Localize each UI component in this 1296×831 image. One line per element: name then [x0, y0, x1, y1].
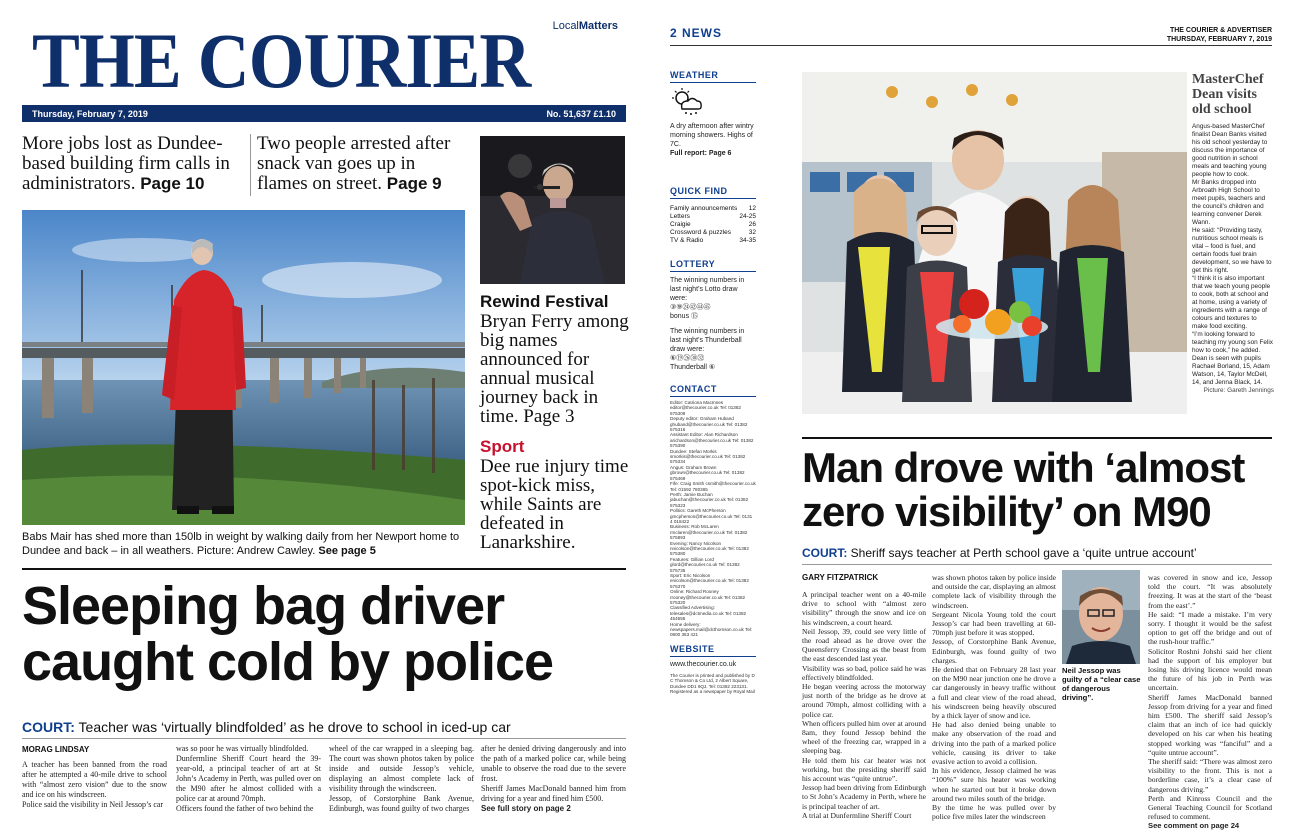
- teaser-snack-van[interactable]: Two people arrested after snack van goes up in flames on street. Page 9: [257, 133, 451, 194]
- masthead-tagline: LocalMatters: [552, 20, 618, 32]
- story-strap-rule: [802, 564, 1272, 565]
- strap-rule: [22, 738, 626, 739]
- weather-report-link[interactable]: Full report: Page 6: [670, 150, 732, 157]
- quick-find-row[interactable]: Crossword & puzzles 32: [670, 229, 756, 236]
- quick-find-row[interactable]: Craigie 26: [670, 221, 756, 228]
- website-link[interactable]: www.thecourier.co.uk: [670, 660, 737, 668]
- lead-rule: [22, 568, 626, 570]
- sport-body: Dee rue injury time spot-kick miss, while Saints are defeated in Lanarkshire.: [480, 456, 629, 553]
- neil-jessop-image: [1062, 570, 1140, 664]
- masterchef-head: MasterChef Dean visits old school: [1192, 72, 1264, 117]
- contact-list: Editor: Catriona MacInnes editor@thecourier.co.uk Tel: 01382 575309 Deputy editor: Graham Huband ghuband@thecourier.co.uk Tel: 01382 575316 Assistant Editor: Alan Richardson arichardson@thecourier.co.uk Tel: 01382 575390 Dundee: Stefan Morkis smorkis@thecourier.co.uk Tel: 01382 575334 Angus: Graham Brown gbrown@thecourier.co.uk Tel: 01382 575469 Fife: Craig Smith csmith@thecourier.co.uk Tel: 01592 780365 Perth: Jamie Buchan jabuchan@thecourier.co.uk Tel: 01382 575323 Politics: Gareth McPherson gmcpherson@thecourier.co.uk Tel: 0131 4 018422 Business: Rob McLaren rmclaren@thecourier.co.uk Tel: 01382 575893 Evening: Nancy Nicolson nnicolson@thecourier.co.uk Tel: 01382 575380 Features: Gillian Lord glord@thecourier.co.uk Tel: 01382 575735 Sport: Eric Nicolson enicolson@thecourier.co.uk Tel: 01382 575370 Online: Richard Rooney rrooney@thecourier.co.uk Tel: 01382 575320 Classified Advertising: telesales@dctmedia.co.uk Tel: 01382 454555 Home delivery: newspapers.mail@dcthomson.co.uk Tel: 0800 353 421: [670, 400, 756, 638]
- weather-sun-cloud-icon: [670, 87, 704, 117]
- lead-strap: COURT: Teacher was ‘virtually blindfolded’ as he drove to school in iced-up car: [22, 719, 511, 735]
- jessop-photo-caption: Neil Jessop was guilty of a “clear case of dangerous driving”.: [1062, 666, 1141, 702]
- masthead: [32, 17, 622, 104]
- lotto-bonus: bonus ⑮: [670, 313, 699, 320]
- thunderball-intro: The winning numbers in last night’s Thunderball draw were:: [670, 328, 745, 353]
- lead-column-2: was so poor he was virtually blindfolded. Dunfermline Sheriff Court heard the 39-year-old, a principal teacher of art at St John’s Academy in Perth, was pulled over on the M90 after he almost collided with a police car at around 70mph. Officers found the father of two behind the: [176, 744, 321, 813]
- thunderball-numbers: ⑥⑲㉖㉚㉜: [670, 355, 705, 362]
- front-page: [0, 0, 640, 824]
- masterchef-story[interactable]: [1192, 72, 1274, 395]
- quick-find-row[interactable]: Family announcements 12: [670, 205, 756, 212]
- story-column-3: was covered in snow and ice, Jessop told the court. “It was absolutely freezing. It was at the start of the ‘beast from the east’.” He said: “I made a mistake. I’m very sorry. I thought it would be the safest option to get off the bridge and out of the rush-hour traffic.” Solicitor Roshni Johshi said her client had the support of his employer but losing his driving licence would mean the future of his job in Perth was uncertain. Sheriff James MacDonald banned Jessop from driving for a year and fined him £500. The sheriff said Jessop’s claim that an inch of ice had quickly developed on his car when his heating stopped working was “fanciful” and a “quite untrue account”. The sheriff said: “There was almost zero visibility to the front. This is not a borderline case, it’s a clear case of dangerous driving.” Perth and Kinross Council and the General Teaching Council for Scotland refused to comment. See comment on page 24: [1148, 573, 1272, 831]
- lead-column-1: A teacher has been banned from the road after he attempted a 40-mile drive to school with “almost zero vision” due to the snow and ice on his windscreen. Police said the visibility in Neil Jessop’s car: [22, 760, 167, 809]
- website-head: WEBSITE: [670, 643, 715, 654]
- babs-mair-photo: [22, 210, 465, 525]
- lead-column-4: after he denied driving dangerously and into the path of a marked police car, while being unable to observe the road due to the severe frost. Sheriff James MacDonald banned him from driving for a year and fined him £500. See full story on page 2: [481, 744, 626, 813]
- lead-see-full-story-link[interactable]: See full story on page 2: [481, 804, 571, 813]
- quick-find-row[interactable]: Letters 24-25: [670, 213, 756, 220]
- lottery-head: LOTTERY: [670, 259, 716, 269]
- story-rule: [802, 437, 1272, 439]
- issue-number-price: No. 51,637 £1.10: [546, 108, 616, 119]
- rewind-head: Rewind Festival: [480, 292, 609, 311]
- quick-find-row[interactable]: TV & Radio 34-35: [670, 237, 756, 244]
- teaser-divider: [250, 134, 251, 196]
- dateline-bar: [22, 105, 626, 122]
- lead-byline: MORAG LINDSAY: [22, 745, 90, 754]
- front-date: Thursday, February 7, 2019: [32, 108, 148, 119]
- bryan-ferry-photo: [480, 136, 625, 284]
- story-byline: GARY FITZPATRICK: [802, 573, 879, 582]
- lead-column-3: wheel of the car wrapped in a sleeping bag. The court was shown photos taken by police inside and outside Jessop’s vehicle, displaying an almost complete lack of visibility through the windscreen. Jessop, of Corstorphine Bank Avenue, Edinburgh, was found guilty of two charges: [329, 744, 474, 813]
- masterchef-photo-credit: Picture: Gareth Jennings: [1203, 387, 1274, 394]
- masterchef-photo: [802, 72, 1187, 414]
- weather-head: WEATHER: [670, 70, 719, 80]
- masthead-title: THE COURIER: [32, 17, 531, 104]
- lotto-numbers: ③⑨㉔㊷㊹㊺: [670, 304, 711, 311]
- main-photo-caption: Babs Mair has shed more than 150lb in weight by walking daily from her Newport home to Dundee and back – in all weathers. Picture: Andrew Cawley. See page 5: [22, 531, 460, 557]
- story-see-comment-link[interactable]: See comment on page 24: [1148, 821, 1240, 831]
- teaser-building-firm[interactable]: More jobs lost as Dundee-based building firm calls in administrators. Page 10: [22, 133, 230, 194]
- rewind-festival-teaser[interactable]: [480, 292, 630, 426]
- rewind-body: Bryan Ferry among big names announced for annual musical journey back in time. Page 3: [480, 311, 629, 427]
- story-column-2: was shown photos taken by police inside and outside the car, displaying an almost complete lack of visibility through the windscreen. Sergeant Nicola Young told the court Jessop’s car had been travelling at 60-70mph just before it was stopped. Jessop, of Corstorphine Bank Avenue, Edinburgh, was found guilty of two charges. He denied that on February 28 last year on the M90 near junction one he drove a car dangerously in heavy traffic without a full and clear view of the road ahead, his windscreen being heavily obscured by a thick layer of snow and ice. He had also denied being unable to make any observation of the road and driving into the path of a marked police vehicle, causing its driver to take evasive action to avoid a collision. In his evidence, Jessop claimed he was “100%” sure his heater was working when he started out but it broke down around two miles south of the bridge. By the time he was pulled over by police five miles later the windscreen: [932, 573, 1057, 822]
- page-top-meta: THE COURIER & ADVERTISER THURSDAY, FEBRUARY 7, 2019: [1166, 27, 1272, 43]
- story-strap: COURT: Sheriff says teacher at Perth school gave a ‘quite untrue account’: [802, 546, 1197, 560]
- jessop-photo: [1062, 570, 1140, 664]
- sidebar: [670, 70, 756, 695]
- lotto-intro: The winning numbers in last night’s Lotto draw were:: [670, 277, 745, 302]
- page-section-label: 2 NEWS: [670, 26, 723, 40]
- weather-text: A dry afternoon after wintry morning showers. Highs of 7C.: [670, 123, 754, 148]
- story-headline[interactable]: Man drove with ‘almost zero visibility’ on M90: [802, 444, 1245, 535]
- lead-headline[interactable]: Sleeping bag driver caught cold by police: [22, 576, 554, 692]
- publisher-footer: The Courier is printed and published by D C Thomson & Co Ltd, 2 Albert Square, Dundee DD1 9QJ. Tel: 01382 223131. Registered as a newspaper by Royal Mail: [670, 672, 755, 695]
- story-column-1: A principal teacher went on a 40-mile drive to school with “almost zero visibility” through the snow and ice on his windscreen, a court heard. Neil Jessop, 39, could see very little of the road ahead as he drove over the Queensferry Crossing as the beast from the east descended last year. Visibility was so bad, police said he was effectively blindfolded. He began veering across the motorway just north of the bridge as he drove at around 70mph, almost colliding with a police car. When officers pulled him over at around 8am, they found Jessop behind the wheel of the freezing car, wrapped in a sleeping bag. He told them his car heater was not working, but the presiding sheriff said his account was “quite untrue”. Jessop had been driving from Edinburgh to St John’s Academy in Perth, where he is principal teacher of art. A trial at Dunfermline Sheriff Court: [802, 590, 926, 820]
- sport-teaser[interactable]: [480, 437, 630, 552]
- quick-find-list: [670, 205, 756, 245]
- sport-head: Sport: [480, 437, 525, 456]
- thunderball-ball: Thunderball ⑥: [670, 364, 716, 371]
- bryan-ferry-image: [480, 136, 625, 284]
- school-kitchen-image: [802, 72, 1187, 414]
- masterchef-body: Angus-based MasterChef finalist Dean Banks visited his old school yesterday to discuss the importance of good nutrition in school meals and teaching young people how to cook. Mr Banks dropped into Arbroath High School to meet pupils, teachers and the council’s children and learning convener Derek Wann. He said: “Providing tasty, nutritious school meals is vital – food is fuel, and certain foods fuel brain development, so we have to get this right. “I think it is also important that we teach young people to cook, both at school and at home, using a variety of ingredients with a range of colours and textures to make food exciting. “I’m looking forward to teaching my young son Felix how to cook,” he added. Dean is seen with pupils Rachael Borland, 15, Adam Watson, 14, Taylor McDell, 14, and Jenna Black, 14.: [1192, 123, 1273, 386]
- page-top-rule: [670, 45, 1272, 46]
- page-two: [656, 0, 1296, 831]
- tay-bridge-image: [22, 210, 465, 525]
- quick-find-head: QUICK FIND: [670, 186, 728, 196]
- contact-head: CONTACT: [670, 384, 717, 394]
